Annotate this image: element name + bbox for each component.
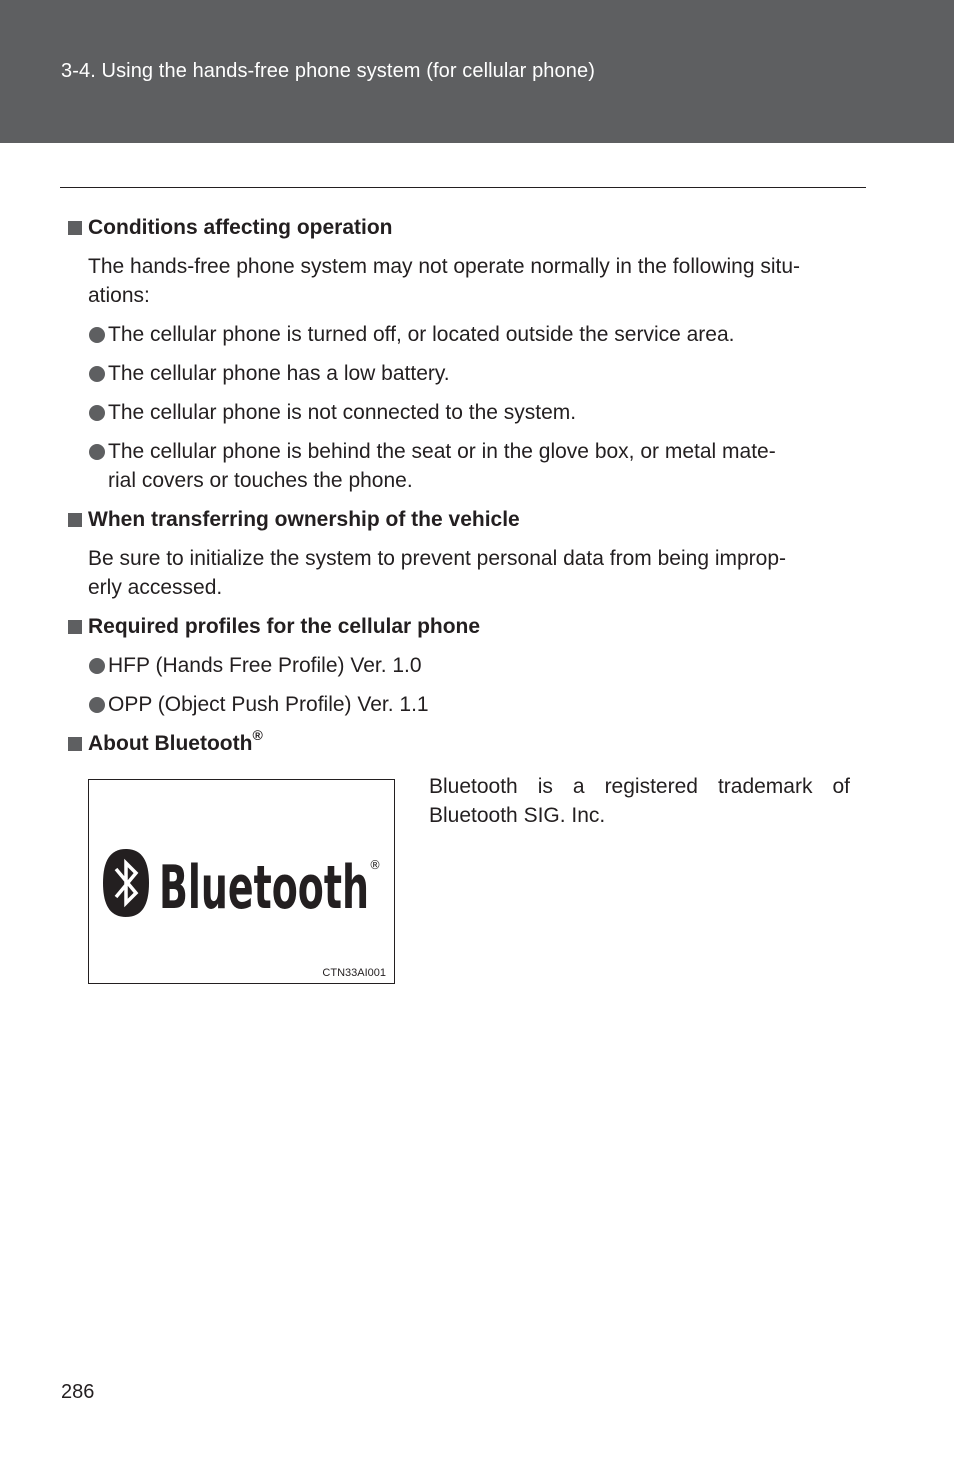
ownership-text (88, 544, 858, 602)
heading-ownership (66, 505, 866, 534)
square-bullet-icon (68, 221, 82, 235)
heading-bluetooth (66, 729, 866, 758)
round-bullet-icon (89, 444, 105, 460)
trademark-word: is (537, 775, 553, 798)
heading-text: Required profiles for the cellular phone (88, 615, 481, 638)
list-item (88, 320, 858, 349)
list-item-text: OPP (Object Push Profile) Ver. 1.1 (108, 693, 429, 716)
trademark-line: Bluetooth SIG. Inc. (429, 804, 606, 827)
bluetooth-logo-figure (88, 779, 395, 984)
bluetooth-rune-icon (103, 849, 149, 917)
heading-profiles (66, 612, 866, 641)
trademark-word: registered (604, 775, 698, 798)
list-item-text: The cellular phone has a low battery. (108, 362, 450, 385)
registered-mark: ® (252, 727, 263, 743)
trademark-note (429, 772, 850, 830)
square-bullet-icon (68, 620, 82, 634)
list-item-text: The cellular phone is not connected to the system. (108, 401, 577, 424)
trademark-word: trademark (717, 775, 813, 798)
round-bullet-icon (89, 658, 105, 674)
paragraph-line: Be sure to initialize the system to prevent personal data from being improp- (88, 547, 787, 570)
trademark-line (429, 772, 850, 801)
round-bullet-icon (89, 697, 105, 713)
bluetooth-logo (101, 847, 381, 919)
page-number: 286 (61, 1381, 95, 1403)
square-bullet-icon (68, 737, 82, 751)
heading-conditions (66, 213, 866, 242)
list-item (88, 398, 858, 427)
heading-text: Conditions affecting operation (88, 216, 393, 239)
list-item (88, 437, 858, 495)
round-bullet-icon (89, 366, 105, 382)
bluetooth-wordmark: Bluetooth (159, 853, 369, 919)
heading-text: About Bluetooth (88, 732, 253, 755)
list-item-text: HFP (Hands Free Profile) Ver. 1.0 (108, 654, 422, 677)
square-bullet-icon (68, 513, 82, 527)
page-header (0, 0, 954, 143)
figure-code: CTN33AI001 (322, 967, 386, 979)
round-bullet-icon (89, 327, 105, 343)
trademark-word: a (572, 775, 585, 798)
header-divider (60, 187, 866, 188)
list-item (88, 359, 858, 388)
page-content (66, 210, 866, 758)
paragraph-line: erly accessed. (88, 576, 223, 599)
round-bullet-icon (89, 405, 105, 421)
trademark-word: Bluetooth (429, 775, 518, 798)
paragraph-line: The hands-free phone system may not operate normally in the following situ- (88, 255, 801, 278)
list-item (88, 690, 858, 719)
wordmark-registered-mark: ® (369, 858, 381, 872)
list-item-text: The cellular phone is behind the seat or in the glove box, or metal mate- (108, 440, 776, 463)
section-title: 3-4. Using the hands-free phone system (for cellular phone) (61, 60, 595, 82)
list-item (88, 651, 858, 680)
paragraph-line: ations: (88, 284, 150, 307)
list-item-text: rial covers or touches the phone. (108, 469, 413, 492)
list-item-text: The cellular phone is turned off, or located outside the service area. (108, 323, 735, 346)
conditions-intro (88, 252, 858, 310)
trademark-word: of (832, 775, 850, 798)
heading-text: When transferring ownership of the vehicle (88, 508, 520, 531)
